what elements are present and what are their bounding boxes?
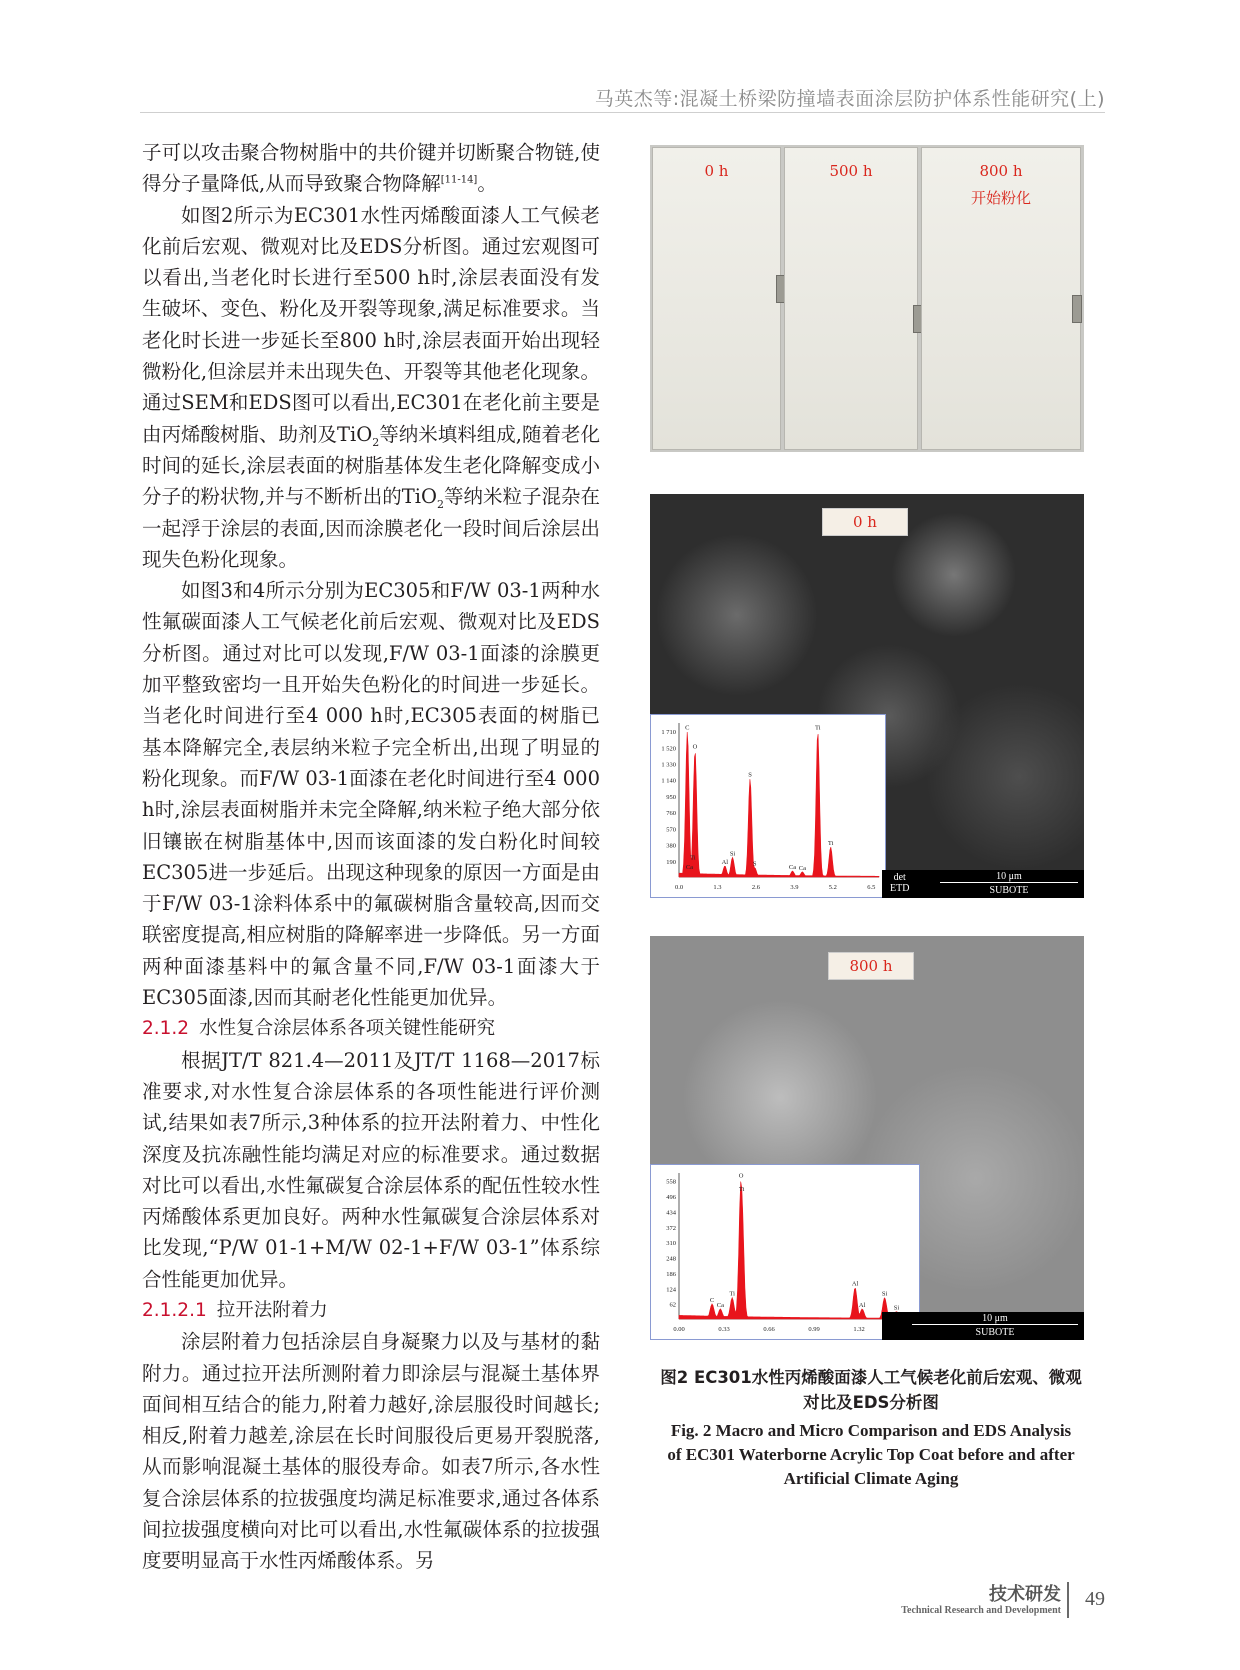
paragraph-2: [142, 200, 600, 576]
peak-label: Ca: [798, 864, 807, 872]
y-tick-label: 570: [666, 826, 676, 834]
caption-en-line: Artificial Climate Aging: [783, 1469, 959, 1488]
sem-footer: [882, 870, 1084, 898]
y-tick-label: 248: [666, 1255, 676, 1263]
paragraph-1: [142, 137, 600, 200]
section-label-en: Technical Research and Development: [901, 1605, 1061, 1616]
peak-label: Ca: [685, 864, 694, 872]
caption-cn-line: 对比及EDS分析图: [803, 1393, 939, 1412]
paragraph-5: 涂层附着力包括涂层自身凝聚力以及与基材的黏附力。通过拉开法所测附着力即涂层与混凝土基体界面间相互结合的能力,附着力越好,涂层服役时间越长;相反,附着力越差,涂层在长时间服役后更易开裂脱落,从而影响混凝土基体的服役寿命。如表7所示,各水性复合涂层体系的拉拔强度均满足标准要求,通过各体系间拉拔强度横向对比可以看出,水性氟碳体系的拉拔强度要明显高于水性丙烯酸体系。另: [142, 1330, 600, 1573]
x-tick-label: 0.0: [674, 884, 684, 891]
peak-label: Al: [858, 1301, 866, 1309]
peak-label: Ti: [729, 1290, 735, 1298]
panel-500h: [784, 147, 918, 450]
y-tick-label: 558: [666, 1178, 676, 1186]
y-tick-label: 1 140: [661, 777, 676, 785]
section-label: 技术研发: [989, 1584, 1061, 1605]
detector-label: [890, 872, 909, 894]
paragraph-4: 根据JT/T 821.4—2011及JT/T 1168—2017标准要求,对水性复合涂层体系的各项性能进行评价测试,结果如表7所示,3种体系的拉开法附着力、中性化深度及抗冻融性能均满足对应的标准要求。通过数据对比可以看出,水性氟碳复合涂层体系的配伍性较水性丙烯酸体系更加良好。两种水性氟碳复合涂层体系对比发现,“P/W 01-1+M/W 02-1+F/W 03-1”体系综合性能更加优异。: [142, 1048, 600, 1291]
macro-photo: [650, 145, 1084, 452]
caption-en-line: of EC301 Waterborne Acrylic Top Coat before and after: [667, 1445, 1075, 1464]
panel-label: 0 h: [704, 162, 729, 180]
peak-label: Si: [729, 850, 736, 858]
section-heading-2-1-2: [142, 1013, 600, 1044]
eds-spectrum-0h: [650, 714, 886, 898]
peak-label: Ti: [827, 840, 834, 848]
section-title: 水性复合涂层体系各项关键性能研究: [199, 1018, 496, 1040]
panel-0h: [652, 147, 781, 450]
x-tick-label: 0.00: [673, 1326, 685, 1333]
peak-label: O: [692, 743, 698, 751]
peak-label: C: [709, 1296, 715, 1304]
y-tick-label: 434: [666, 1209, 676, 1217]
section-number: 2.1.2.1: [142, 1299, 207, 1321]
peak-label: C: [685, 724, 690, 732]
figure-2: [650, 145, 1084, 1340]
eds-chart: [651, 715, 885, 897]
sem-image-800h: [650, 936, 1084, 1340]
y-tick-label: 186: [666, 1270, 676, 1278]
sem-image-0h: [650, 494, 1084, 898]
panel-label: 500 h: [829, 162, 873, 180]
scale-label: 10 μm: [996, 871, 1022, 882]
etd-text: ETD: [890, 883, 910, 894]
peak-label: Al: [851, 1280, 859, 1288]
x-tick-label: 0.99: [808, 1326, 820, 1333]
caption-cn-line: 图2 EC301水性丙烯酸面漆人工气候老化前后宏观、微观: [660, 1368, 1082, 1387]
peak-label: Ca: [788, 864, 797, 872]
running-title: 马英杰等:混凝土桥梁防撞墙表面涂层防护体系性能研究(上): [594, 88, 1105, 110]
x-tick-label: 5.2: [828, 884, 837, 891]
panel-note: 开始粉化: [970, 189, 1031, 207]
y-tick-label: 1 330: [661, 761, 676, 769]
p2a: 如图2所示为EC301水性丙烯酸面漆人工气候老化前后宏观、微观对比及EDS分析图。通过宏观图可以看出,当老化时长进行至500 h时,涂层表面没有发生破坏、变色、粉化及开裂等现象,满足标准要求。当老化时长进一步延长至800 h时,涂层表面开始出现轻微粉化,但涂层并未出现失色、开裂等其他老化现象。通过SEM和EDS图可以看出,EC301在老化前主要是由丙烯酸树脂、助剂及TiO: [142, 203, 600, 446]
body-text: [142, 137, 600, 1577]
sem-footer: [882, 1312, 1084, 1340]
peak-label: O: [738, 1172, 744, 1180]
scale-bar: [940, 882, 1078, 883]
x-tick-label: 0.33: [718, 1326, 730, 1333]
y-tick-label: 496: [666, 1194, 676, 1202]
section-number: 2.1.2: [142, 1018, 190, 1040]
x-tick-label: 0.66: [763, 1326, 775, 1333]
y-tick-label: 380: [666, 842, 676, 850]
brand-label: SUBOTE: [989, 885, 1029, 896]
p2b: 等纳米填料组成,随着老化时间的延长,涂层表面的树脂基体发生老化降解变成小分子的粉状物,并与不断析出的TiO: [142, 422, 600, 509]
x-tick-label: 6.5: [867, 884, 876, 891]
y-tick-label: 62: [669, 1301, 676, 1309]
caption-cn: [640, 1365, 1102, 1415]
det-text: det: [893, 872, 906, 883]
x-tick-label: 1.3: [713, 884, 722, 891]
paragraph-3: 如图3和4所示分别为EC305和F/W 03-1两种水性氟碳面漆人工气候老化前后宏观、微观对比及EDS分析图。通过对比可以发现,F/W 03-1面漆的涂膜更加平整致密均一且开始失色粉化的时间进一步延长。当老化时间进行至4 000 h时,EC305表面的树脂已基本降解完全,表层纳米粒子完全析出,出现了明显的粉化现象。而F/W 03-1面漆在老化时间进行至4 000 h时,涂层表面树脂并未完全降解,纳米粒子绝大部分依旧镶嵌在树脂基体中,因而该面漆的发白粉化时间较EC305进一步延后。出现这种现象的原因一方面是由于F/W 03-1涂料体系中的氟碳树脂含量较高,因而交联密度提高,相应树脂的降解率进一步降低。另一方面两种面漆基料中的氟含量不同,F/W 03-1面漆大于EC305面漆,因而其耐老化性能更加优异。: [142, 579, 600, 1010]
y-tick-label: 1 520: [661, 745, 676, 753]
caption-en: [640, 1419, 1102, 1491]
p1-text: 子可以攻击聚合物树脂中的共价键并切断聚合物链,使得分子量降低,从而导致聚合物降解: [142, 141, 600, 196]
peak-label: Ti: [814, 724, 821, 732]
y-tick-label: 1 710: [661, 729, 676, 737]
x-tick-label: 1.32: [853, 1326, 865, 1333]
section-heading-2-1-2-1: [142, 1295, 600, 1326]
brand-label: SUBOTE: [975, 1327, 1015, 1338]
y-tick-label: 310: [666, 1240, 676, 1248]
figure-caption: [640, 1365, 1102, 1491]
scale-bar: [912, 1324, 1078, 1325]
peak-label: Al: [721, 858, 729, 866]
y-tick-label: 372: [666, 1224, 676, 1232]
eds-chart: [651, 1165, 919, 1339]
peak-label: S: [748, 771, 752, 779]
section-title: 拉开法附着力: [216, 1299, 328, 1321]
p1-end: 。: [477, 172, 497, 196]
page-number: 49: [1085, 1588, 1105, 1610]
citation: [11-14]: [440, 174, 478, 186]
peak-label: Ca: [716, 1301, 724, 1309]
y-tick-label: 190: [666, 858, 676, 866]
eds-spectrum-800h: [650, 1164, 920, 1340]
p2c: 等纳米粒子混杂在一起浮于涂层的表面,因而涂膜老化一段时间后涂层出现失色粉化现象。: [142, 485, 600, 571]
subscript-2: 2: [436, 498, 444, 512]
peak-label: S: [752, 860, 757, 868]
peak-label: Si: [881, 1290, 888, 1298]
spectrum-area: [679, 732, 879, 877]
header-rule: [140, 112, 1105, 113]
y-tick-label: 124: [666, 1286, 676, 1294]
y-tick-label: 760: [666, 810, 676, 818]
panel-800h: [921, 147, 1081, 450]
x-tick-label: 3.9: [790, 884, 799, 891]
sem-label: 0 h: [822, 508, 908, 536]
peak-label: Ti: [738, 1186, 745, 1194]
x-tick-label: 2.6: [751, 884, 760, 891]
scale-label: 10 μm: [982, 1313, 1008, 1324]
page-footer: [885, 1580, 1105, 1624]
subscript-2: 2: [372, 435, 380, 449]
sem-label: 800 h: [828, 952, 914, 980]
panel-clip: [1072, 295, 1082, 323]
y-tick-label: 950: [666, 793, 676, 801]
panel-label: 800 h: [979, 162, 1023, 180]
footer-divider: [1067, 1582, 1069, 1618]
caption-en-line: Fig. 2 Macro and Micro Comparison and EDS Analysis: [670, 1421, 1072, 1440]
peak-label: Si: [893, 1304, 900, 1312]
peak-label: Ti: [690, 854, 696, 862]
